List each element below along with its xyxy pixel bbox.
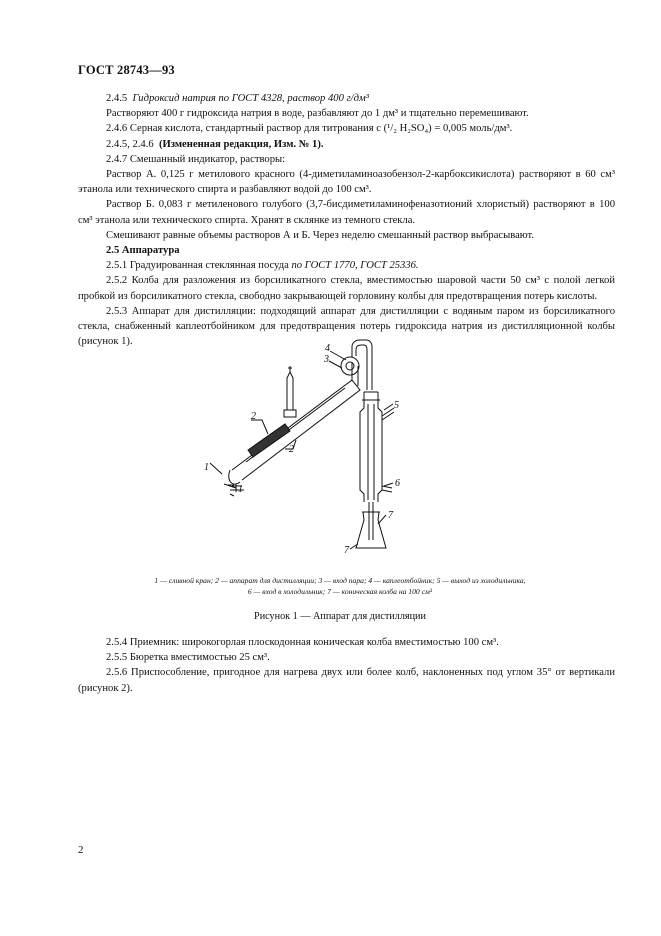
water-outlet xyxy=(382,408,394,420)
clause-text-glassware: 2.5.1 Градуированная стеклянная посуда xyxy=(106,260,292,272)
condenser-top-joint xyxy=(362,392,380,400)
inclined-tube-outer xyxy=(232,380,360,480)
figure-caption: Рисунок 1 — Аппарат для дистилляции xyxy=(254,611,426,622)
page-number: 2 xyxy=(78,844,84,856)
figure-legend xyxy=(80,576,600,597)
paragraph-2-5-2: 2.5.2 Колба для разложения из борсиликатного стекла, вместимостью шаровой части 50 см³ с полой легкой пробкой из борсиликатного стекла, свободно закрывающей горловину колбы для предотвращения потерь кислоты. xyxy=(78,275,615,302)
label-3: 3 xyxy=(324,354,329,365)
flask-body xyxy=(248,424,290,457)
leader-3 xyxy=(329,361,342,368)
leader-1a xyxy=(210,463,222,474)
label-2-lower: 2 xyxy=(289,444,294,455)
label-5: 5 xyxy=(394,400,399,411)
text-block-receiver xyxy=(78,635,615,696)
condenser-inner-tube xyxy=(368,404,374,500)
paragraph-2-5-4: 2.5.4 Приемник: широкогорлая плоскодонная коническая колба вместимостью 100 см³. xyxy=(106,637,499,648)
steam-inlet-tip xyxy=(288,366,292,372)
flask-bottom xyxy=(229,470,240,484)
water-inlet xyxy=(382,486,392,492)
document-code-header: ГОСТ 28743—93 xyxy=(78,63,175,77)
label-6: 6 xyxy=(395,478,400,489)
conical-flask xyxy=(356,512,386,548)
amendment-note: (Измененная редакция, Изм. № 1). xyxy=(158,138,324,150)
clause-number: 2.4.5 xyxy=(106,93,128,104)
formula-concentration: c (¹/₂ H₂SO₄) = 0,005 моль/дм³. xyxy=(376,123,513,135)
steam-inlet-joint xyxy=(284,410,296,417)
label-1-right: 1 xyxy=(238,484,243,495)
legend-line-2: 6 — вход в холодильник; 7 — коническая колба на 100 см³ xyxy=(247,586,433,596)
label-7-left: 7 xyxy=(344,545,349,556)
paragraph-sodium-hydroxide-prep: Растворяют 400 г гидроксида натрия в воде, разбавляют до 1 дм³ и тщательно перемешивают. xyxy=(106,108,529,120)
steam-inlet-tube xyxy=(287,372,293,410)
paragraph-2-5-6: 2.5.6 Приспособление, пригодное для нагрева двух или более колб, наклоненных под углом 35° от вертикали (рисунок 2). xyxy=(78,667,615,694)
standard-reference: по ГОСТ 1770, ГОСТ 25336. xyxy=(291,260,419,272)
splash-trap-bulb xyxy=(341,357,359,375)
leader-6 xyxy=(384,483,393,486)
condenser-jacket xyxy=(360,392,382,502)
leader-4 xyxy=(330,351,346,360)
clause-text-sulfuric-acid: 2.4.6 Серная кислота, стандартный раствор для титрования xyxy=(106,123,377,135)
leader-7a xyxy=(378,515,386,524)
connector-tube xyxy=(352,340,372,390)
label-7-right: 7 xyxy=(388,510,393,521)
splash-trap-inner xyxy=(346,362,354,370)
paragraph-solution-b: Раствор Б. 0,083 г метиленового голубого (3,7-бисдиметиламинофеназотионий хлористый) растворяют в 100 см³ этанола или технического спирта. Хранят в склянке из темного стекла. xyxy=(78,199,615,226)
section-title-apparatus: 2.5 Аппаратура xyxy=(106,245,180,257)
paragraph-mixing: Смешивают равные объемы растворов А и Б. Через неделю смешанный раствор выбрасывают. xyxy=(106,229,535,241)
paragraph-2-4-7: 2.4.7 Смешанный индикатор, растворы: xyxy=(106,153,286,165)
label-1-left: 1 xyxy=(204,462,209,473)
clause-title-sodium-hydroxide: Гидроксид натрия по ГОСТ 4328, раствор 400 г/дм³ xyxy=(132,93,369,104)
legend-line-1: 1 — сливной кран; 2 — аппарат для дистилляции; 3 — вход пара; 4 — каплеотбойник; 5 — выход из холодильника, xyxy=(154,576,526,585)
paragraph-2-5-5: 2.5.5 Бюретка вместимостью 25 см³. xyxy=(106,652,270,664)
paragraph-solution-a: Раствор А. 0,125 г метилового красного (4-диметиламиноазобензол-2-карбоксикислота) растворяют в 60 см³ этанола или технического спирта и разбавляют водой до 100 см³. xyxy=(78,169,615,196)
paragraph-2-5-3: 2.5.3 Аппарат для дистилляции: подходящий аппарат для дистилляции с водяным паром из борсиликатного стекла, снабженный каплеотбойником для предотвращения потерь гидроксида натрия из дистилляционной колбы (рисунок 1). xyxy=(78,305,615,348)
label-4: 4 xyxy=(325,343,330,354)
clause-numbers: 2.4.5, 2.4.6 xyxy=(106,138,154,150)
outlet-tube xyxy=(369,502,373,540)
leader-2a xyxy=(251,420,268,434)
label-2-upper: 2 xyxy=(251,411,256,422)
